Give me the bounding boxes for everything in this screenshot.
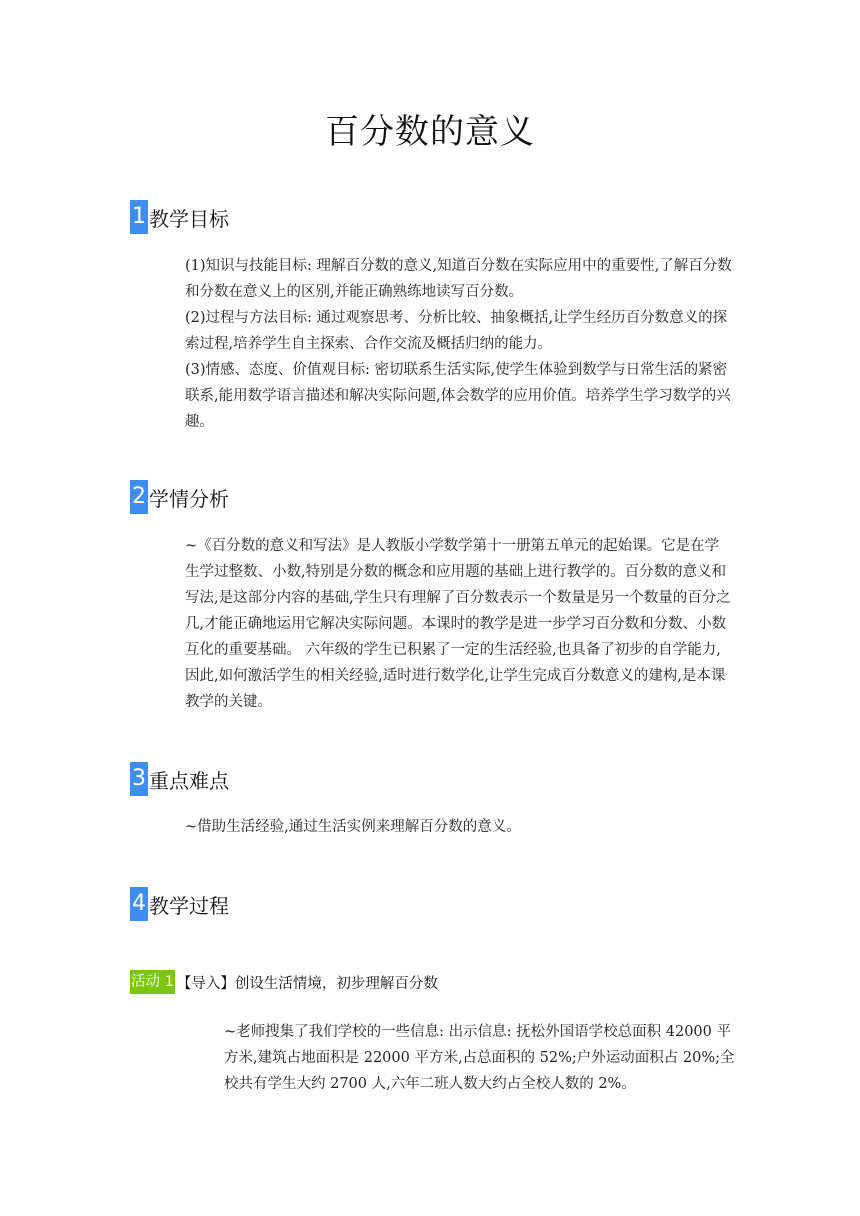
- paragraph: ~借助生活经验,通过生活实例来理解百分数的意义。: [185, 819, 521, 835]
- section-heading-teaching-goals: [130, 200, 229, 234]
- section-title: 重点难点: [149, 768, 229, 793]
- activity-body: [224, 1019, 736, 1097]
- section-title: 教学过程: [149, 893, 229, 918]
- section-number-badge: 2: [130, 480, 148, 514]
- section-body-key-difficulties: [185, 814, 733, 840]
- section-number-badge: 4: [130, 887, 148, 921]
- section-title: 学情分析: [149, 486, 229, 511]
- paragraph: (3)情感、态度、价值观目标: 密切联系生活实际,使学生体验到数学与日常生活的紧密联系,能用数学语言描述和解决实际问题,体会数学的应用价值。培养学生学习数学的兴趣。: [185, 362, 731, 430]
- section-body-teaching-goals: [185, 253, 733, 435]
- activity-title: 【导入】创设生活情境，初步理解百分数: [176, 975, 438, 992]
- section-heading-key-difficulties: [130, 762, 229, 796]
- paragraph: ~《百分数的意义和写法》是人教版小学数学第十一册第五单元的起始课。它是在学生学过整数、小数,特别是分数的概念和应用题的基础上进行教学的。百分数的意义和写法,是这部分内容的基础,学生只有理解了百分数表示一个数量是另一个数量的百分之几,才能正确地运用它解决实际问题。本课时的教学是进一步学习百分数和分数、小数互化的重要基础。 六年级的学生已积累了一定的生活经验,也具备了初步的自学能力,因此,如何激活学生的相关经验,适时进行数学化,让学生完成百分数意义的建构,是本课教学的关键。: [185, 538, 731, 710]
- section-title: 教学目标: [149, 206, 229, 231]
- section-heading-teaching-process: [130, 887, 229, 921]
- activity-badge: 活动 1: [130, 970, 175, 994]
- paragraph: (2)过程与方法目标: 通过观察思考、分析比较、抽象概括,让学生经历百分数意义的探索过程,培养学生自主探索、合作交流及概括归纳的能力。: [185, 310, 728, 352]
- section-heading-student-analysis: [130, 480, 229, 514]
- section-body-student-analysis: [185, 533, 733, 715]
- section-number-badge: 1: [130, 200, 148, 234]
- section-number-badge: 3: [130, 762, 148, 796]
- paragraph: ~老师搜集了我们学校的一些信息: 出示信息: 抚松外国语学校总面积 42000 平方米,建筑占地面积是 22000 平方米,占总面积的 52%;户外运动面积占 20%;全校共有学生大约 2700 人,六年二班人数大约占全校人数的 2%。: [224, 1024, 735, 1092]
- document-title: 百分数的意义: [325, 112, 535, 152]
- activity-heading: [130, 970, 438, 994]
- paragraph: (1)知识与技能目标: 理解百分数的意义,知道百分数在实际应用中的重要性,了解百分数和分数在意义上的区别,并能正确熟练地读写百分数。: [185, 258, 732, 300]
